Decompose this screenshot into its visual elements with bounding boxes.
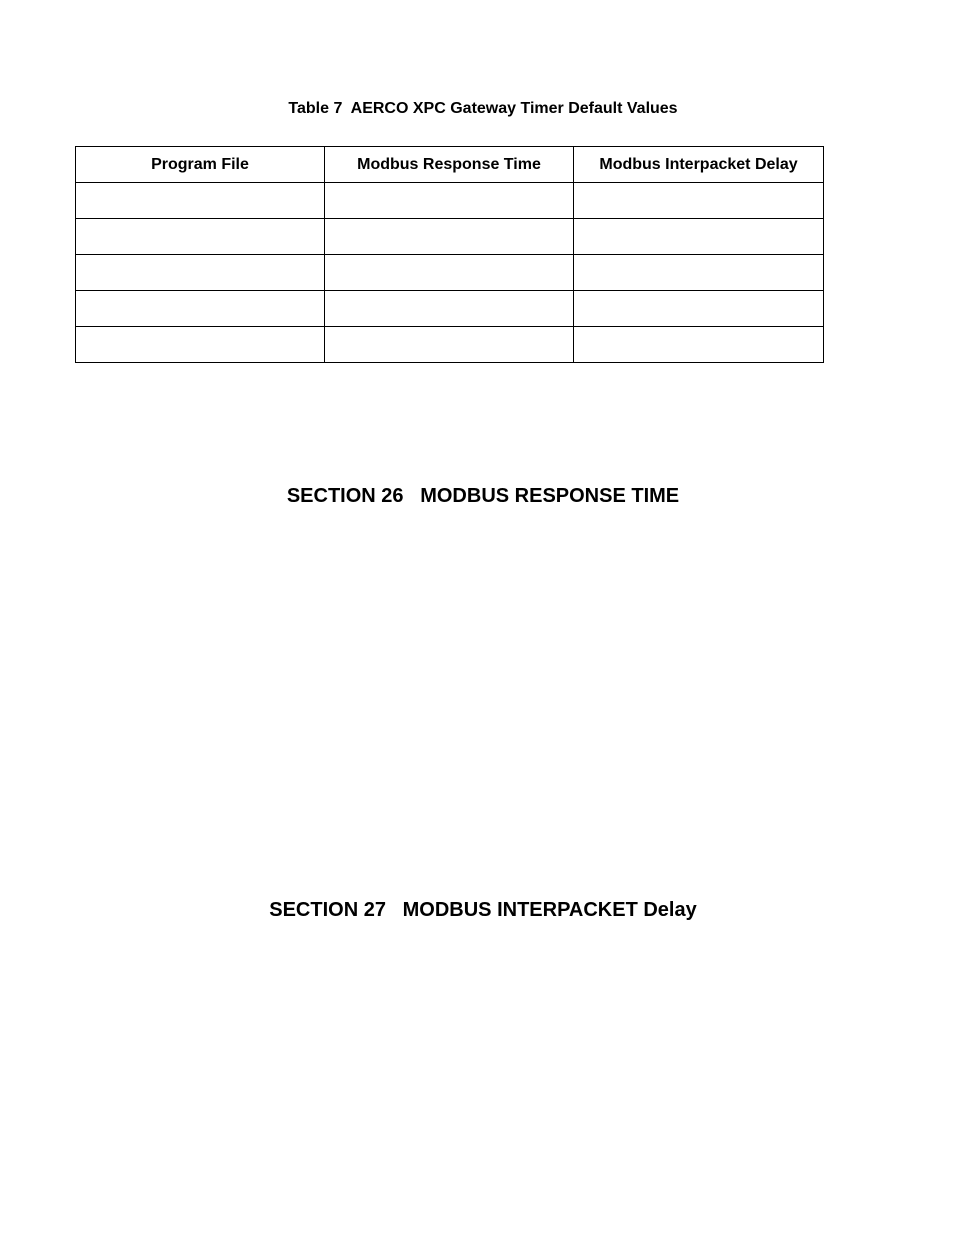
table-row [76, 291, 824, 327]
table-cell [76, 255, 325, 291]
table-row [76, 183, 824, 219]
table-cell [574, 291, 824, 327]
table-cell [325, 291, 574, 327]
table-cell [574, 327, 824, 363]
section-26-heading: SECTION 26 MODBUS RESPONSE TIME [286, 485, 680, 507]
table-cell [574, 219, 824, 255]
table-cell [574, 183, 824, 219]
header-modbus-response-time: Modbus Response Time [325, 147, 574, 183]
table-cell [325, 183, 574, 219]
table-cell [325, 327, 574, 363]
header-program-file: Program File [76, 147, 325, 183]
header-modbus-interpacket-delay: Modbus Interpacket Delay [574, 147, 824, 183]
table-cell [76, 183, 325, 219]
table-row [76, 255, 824, 291]
table-cell [76, 291, 325, 327]
table-header-row [76, 147, 824, 183]
section-27-heading: SECTION 27 MODBUS INTERPACKET Delay [269, 899, 697, 921]
table-row [76, 327, 824, 363]
timer-defaults-table [75, 146, 824, 363]
table-cell [76, 219, 325, 255]
table-cell [574, 255, 824, 291]
table-cell [325, 219, 574, 255]
table-caption: Table 7 AERCO XPC Gateway Timer Default Values [288, 100, 678, 117]
table-cell [325, 255, 574, 291]
table-cell [76, 327, 325, 363]
table-row [76, 219, 824, 255]
